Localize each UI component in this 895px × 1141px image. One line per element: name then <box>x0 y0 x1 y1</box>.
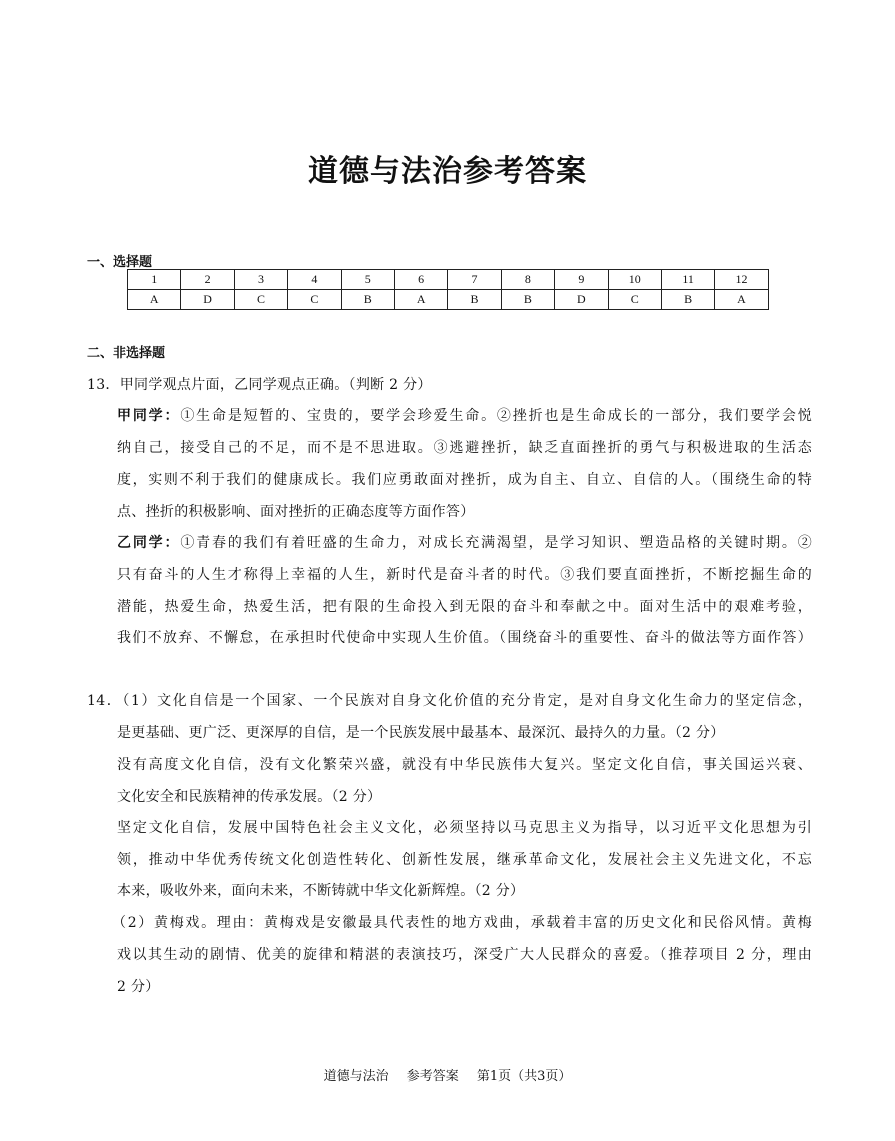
paragraph-line: 文化安全和民族精神的传承发展。（2 分） <box>117 789 382 805</box>
table-cell: C <box>234 290 287 310</box>
q14-first-line: 14．（1）文化自信是一个国家、一个民族对自身文化价值的充分肯定，是对自身文化生命力的坚定信念， <box>87 693 812 709</box>
table-cell: 1 <box>128 270 181 290</box>
paragraph-line: 只有奋斗的人生才称得上幸福的人生，新时代是奋斗者的时代。③我们要直面挫折，不断挖掘生命的 <box>117 567 812 583</box>
table-cell: B <box>448 290 501 310</box>
q13-jia-line <box>117 405 812 425</box>
page-title: 道德与法治参考答案 <box>308 154 587 189</box>
table-cell: C <box>288 290 341 310</box>
table-cell: B <box>341 290 394 310</box>
paragraph-line: 纳自己，接受自己的不足，而不是不思进取。③逃避挫折，缺乏直面挫折的勇气与积极进取的生活态 <box>117 440 812 456</box>
q13-verdict: 13．甲同学观点片面，乙同学观点正确。（判断 2 分） <box>87 377 432 393</box>
yi-label: 乙同学： <box>117 535 181 551</box>
paragraph-line: （2）黄梅戏。理由：黄梅戏是安徽最具代表性的地方戏曲，承载着丰富的历史文化和民俗风情。黄梅 <box>112 915 812 931</box>
paragraph-line: 是更基础、更广泛、更深厚的自信，是一个民族发展中最基本、最深沉、最持久的力量。（2 分） <box>117 725 725 741</box>
table-cell: 8 <box>501 270 554 290</box>
table-cell: C <box>608 290 661 310</box>
page-footer <box>0 1065 895 1084</box>
table-cell: 9 <box>555 270 608 290</box>
paragraph-line: 我们不放弃、不懈怠，在承担时代使命中实现人生价值。（围绕奋斗的重要性、奋斗的做法等方面作答） <box>117 630 812 646</box>
answer-table <box>127 269 769 310</box>
table-cell: A <box>715 290 768 310</box>
paragraph-line: 坚定文化自信，发展中国特色社会主义文化，必须坚持以马克思主义为指导，以习近平文化思想为引 <box>117 820 812 836</box>
table-cell: 11 <box>661 270 714 290</box>
table-cell: 2 <box>181 270 234 290</box>
paragraph-line: 2 分） <box>117 979 160 995</box>
table-cell: 10 <box>608 270 661 290</box>
table-cell: A <box>128 290 181 310</box>
q13-yi-line <box>117 532 812 552</box>
footer-doc: 参考答案 <box>406 1069 459 1084</box>
paragraph-line: 没有高度文化自信，没有文化繁荣兴盛，就没有中华民族伟大复兴。坚定文化自信，事关国运兴衰、 <box>117 757 812 773</box>
footer-page-number: 第1页（共3页） <box>476 1069 572 1084</box>
table-cell: A <box>394 290 447 310</box>
table-cell: 12 <box>715 270 768 290</box>
section-heading-choice: 一、选择题 <box>87 255 153 270</box>
table-cell: 4 <box>288 270 341 290</box>
table-cell: D <box>181 290 234 310</box>
answer-row <box>128 290 769 310</box>
paragraph-line: 本来，吸收外来，面向未来，不断铸就中华文化新辉煌。（2 分） <box>117 883 525 899</box>
question-number-row <box>128 270 769 290</box>
paragraph-text: ①生命是短暂的、宝贵的，要学会珍爱生命。②挫折也是生命成长的一部分，我们要学会悦 <box>180 408 813 424</box>
table-cell: 6 <box>394 270 447 290</box>
footer-subject: 道德与法治 <box>323 1069 389 1084</box>
table-cell: 5 <box>341 270 394 290</box>
table-cell: B <box>661 290 714 310</box>
paragraph-line: 戏以其生动的剧情、优美的旋律和精湛的表演技巧，深受广大人民群众的喜爱。（推荐项目 2 分，理由 <box>117 947 812 963</box>
paragraph-text: ①青春的我们有着旺盛的生命力，对成长充满渴望，是学习知识、塑造品格的关键时期。② <box>180 535 813 551</box>
table-cell: D <box>555 290 608 310</box>
paragraph-line: 领，推动中华优秀传统文化创造性转化、创新性发展，继承革命文化，发展社会主义先进文化，不忘 <box>117 852 812 868</box>
table-cell: 3 <box>234 270 287 290</box>
paragraph-line: 潜能，热爱生命，热爱生活，把有限的生命投入到无限的奋斗和奉献之中。面对生活中的艰难考验， <box>117 599 812 615</box>
paragraph-line: 度，实则不利于我们的健康成长。我们应勇敢面对挫折，成为自主、自立、自信的人。（围绕生命的特 <box>117 472 812 488</box>
section-heading-nonchoice: 二、非选择题 <box>87 346 166 361</box>
jia-label: 甲同学： <box>117 408 181 424</box>
table-cell: 7 <box>448 270 501 290</box>
table-cell: B <box>501 290 554 310</box>
paragraph-line: 点、挫折的积极影响、面对挫折的正确态度等方面作答） <box>117 504 475 520</box>
